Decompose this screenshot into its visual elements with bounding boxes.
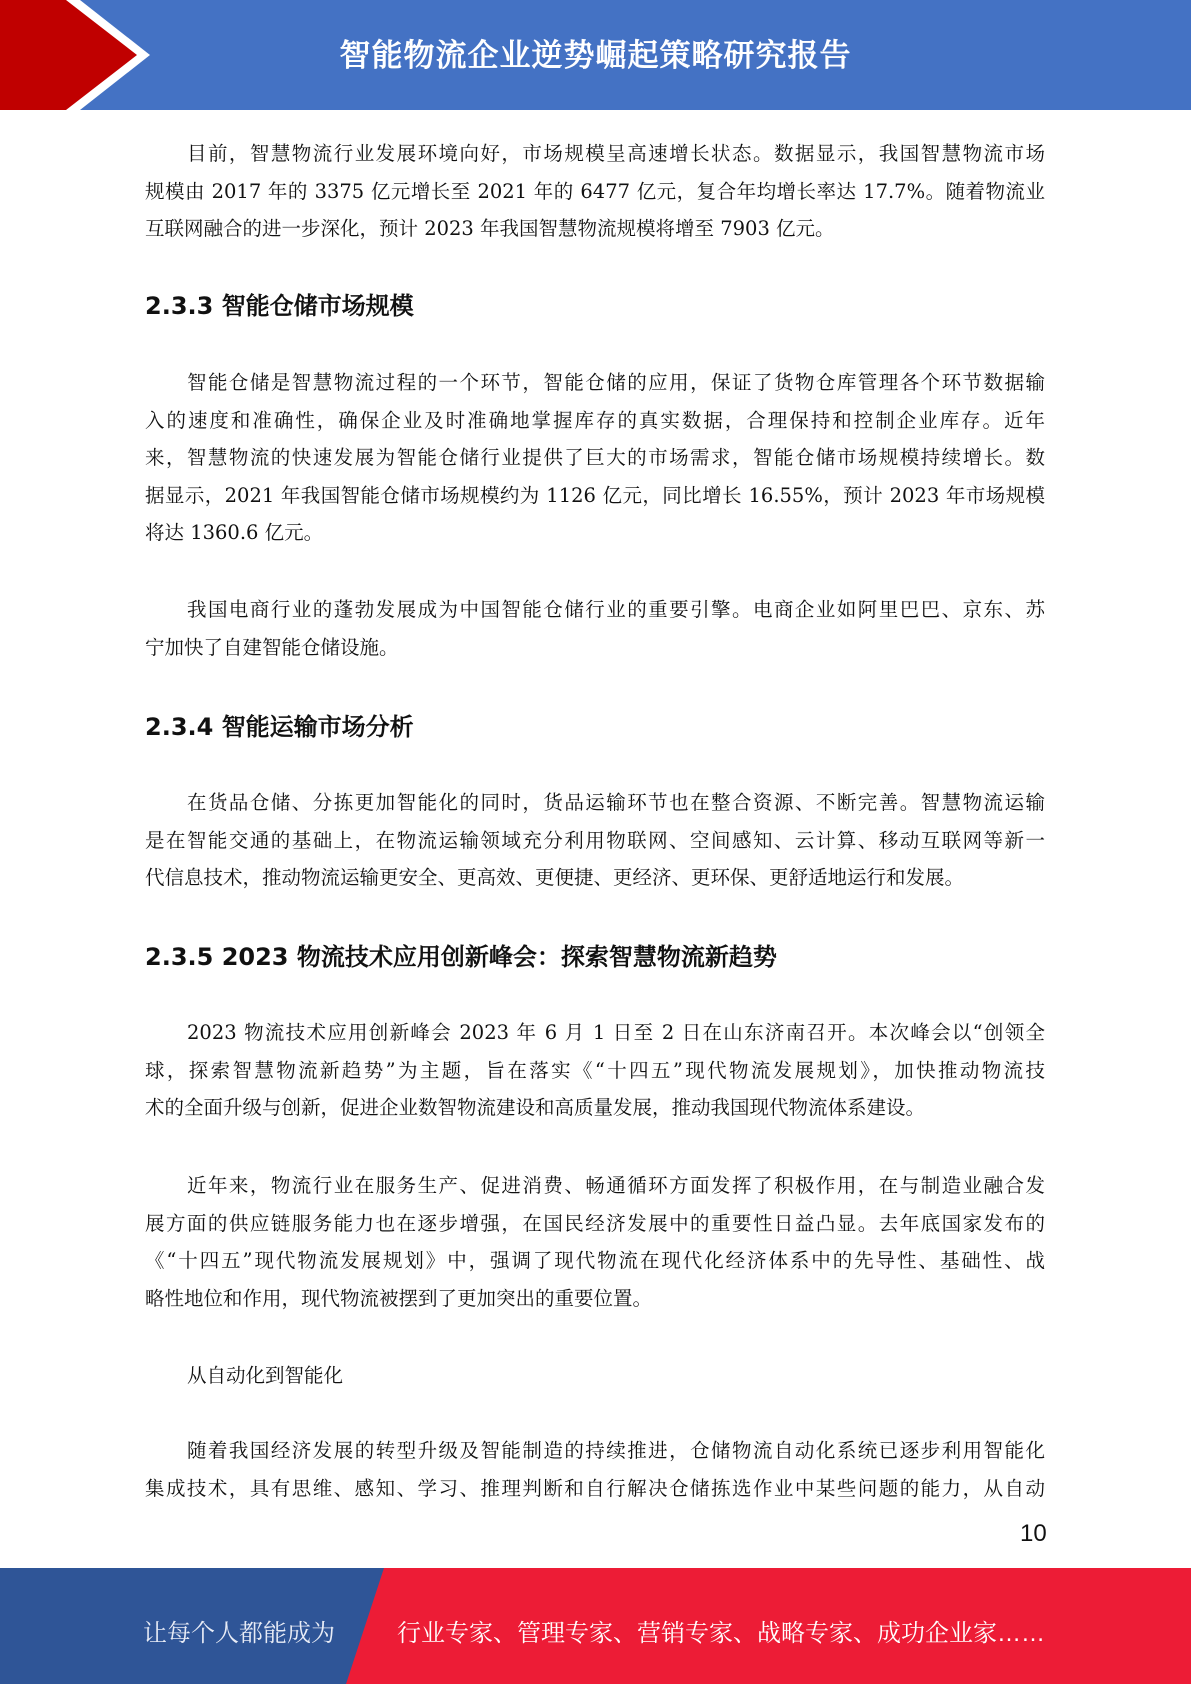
text-line: 是在智能交通的基础上，在物流运输领域充分利用物联网、空间感知、云计算、移动互联网等新一 bbox=[145, 828, 1045, 852]
text-line: 从自动化到智能化 bbox=[187, 1364, 344, 1387]
text-line: 在货品仓储、分拣更加智能化的同时，货品运输环节也在整合资源、不断完善。智慧物流运输 bbox=[187, 791, 1045, 814]
text-line: 据显示，2021 年我国智能仓储市场规模约为 1126 亿元，同比增长 16.55%，预计 2023 年市场规模 bbox=[145, 483, 1045, 507]
paragraph-7 bbox=[145, 1357, 1045, 1395]
footer-slogan-right: 行业专家、管理专家、营销专家、战略专家、成功企业家…… bbox=[397, 1620, 1045, 1647]
paragraph-4 bbox=[145, 784, 1045, 897]
heading-2-3-4: 2.3.4 智能运输市场分析 bbox=[145, 713, 414, 741]
page-header bbox=[0, 0, 1191, 110]
text-line: 集成技术，具有思维、感知、学习、推理判断和自行解决仓储拣选作业中某些问题的能力，从自动 bbox=[145, 1476, 1045, 1500]
paragraph-5 bbox=[145, 1014, 1045, 1127]
text-line: 互联网融合的进一步深化，预计 2023 年我国智慧物流规模将增至 7903 亿元。 bbox=[145, 217, 835, 240]
text-line: 智能仓储是智慧物流过程的一个环节，智能仓储的应用，保证了货物仓库管理各个环节数据输 bbox=[187, 371, 1045, 394]
paragraph-3 bbox=[145, 591, 1045, 666]
paragraph-8 bbox=[145, 1432, 1045, 1507]
text-line: 2023 物流技术应用创新峰会 2023 年 6 月 1 日至 2 日在山东济南召开。本次峰会以“创领全 bbox=[187, 1021, 1045, 1044]
text-line: 宁加快了自建智能仓储设施。 bbox=[145, 635, 399, 659]
text-line: 目前，智慧物流行业发展环境向好，市场规模呈高速增长状态。数据显示，我国智慧物流市场 bbox=[187, 142, 1045, 165]
report-title: 智能物流企业逆势崛起策略研究报告 bbox=[339, 38, 852, 74]
text-line: 规模由 2017 年的 3375 亿元增长至 2021 年的 6477 亿元，复合年均增长率达 17.7%。随着物流业 bbox=[145, 179, 1045, 203]
footer-slogan-left: 让每个人都能成为 bbox=[143, 1620, 335, 1647]
paragraph-2 bbox=[145, 364, 1045, 552]
text-line: 代信息技术，推动物流运输更安全、更高效、更便捷、更经济、更环保、更舒适地运行和发展。 bbox=[145, 866, 965, 889]
page-footer bbox=[0, 1568, 1191, 1684]
text-line: 我国电商行业的蓬勃发展成为中国智能仓储行业的重要引擎。电商企业如阿里巴巴、京东、苏 bbox=[187, 598, 1045, 621]
text-line: 将达 1360.6 亿元。 bbox=[145, 521, 324, 544]
heading-2-3-5: 2.3.5 2023 物流技术应用创新峰会：探索智慧物流新趋势 bbox=[145, 943, 777, 971]
text-line: 术的全面升级与创新，促进企业数智物流建设和高质量发展，推动我国现代物流体系建设。 bbox=[145, 1096, 926, 1119]
text-line: 来，智慧物流的快速发展为智能仓储行业提供了巨大的市场需求，智能仓储市场规模持续增长。数 bbox=[145, 446, 1045, 469]
page-number: 10 bbox=[1020, 1520, 1047, 1547]
text-line: 近年来，物流行业在服务生产、促进消费、畅通循环方面发挥了积极作用，在与制造业融合发 bbox=[187, 1174, 1045, 1197]
paragraph-6 bbox=[145, 1167, 1045, 1317]
heading-2-3-3: 2.3.3 智能仓储市场规模 bbox=[145, 292, 414, 320]
text-line: 《“十四五”现代物流发展规划》中，强调了现代物流在现代化经济体系中的先导性、基础性、战 bbox=[145, 1249, 1045, 1272]
text-line: 展方面的供应链服务能力也在逐步增强，在国民经济发展中的重要性日益凸显。去年底国家发布的 bbox=[145, 1211, 1045, 1235]
text-line: 略性地位和作用，现代物流被摆到了更加突出的重要位置。 bbox=[145, 1286, 653, 1310]
text-line: 入的速度和准确性，确保企业及时准确地掌握库存的真实数据，合理保持和控制企业库存。近年 bbox=[145, 408, 1045, 432]
text-line: 球，探索智慧物流新趋势”为主题，旨在落实《“十四五”现代物流发展规划》，加快推动物流技 bbox=[145, 1058, 1045, 1082]
text-line: 随着我国经济发展的转型升级及智能制造的持续推进，仓储物流自动化系统已逐步利用智能化 bbox=[187, 1439, 1045, 1462]
paragraph-1 bbox=[145, 135, 1045, 248]
